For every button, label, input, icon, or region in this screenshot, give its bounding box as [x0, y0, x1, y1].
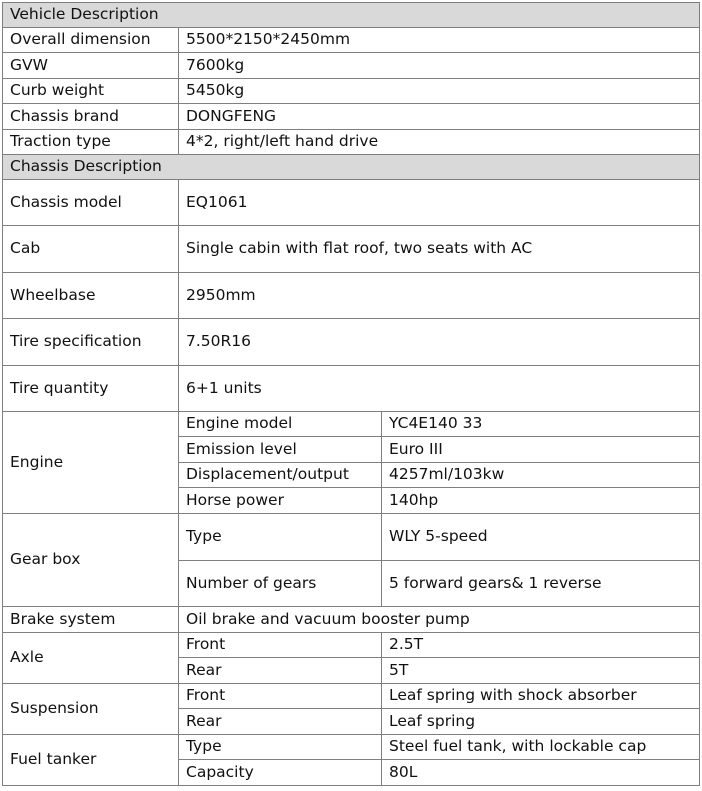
row-label: Tire specification	[3, 319, 179, 366]
sub-value: 2.5T	[382, 633, 700, 658]
section-header-row	[3, 155, 700, 180]
table-row	[3, 273, 700, 319]
sub-value: 140hp	[382, 488, 700, 514]
sub-value: Euro III	[382, 437, 700, 463]
table-row	[3, 104, 700, 130]
sub-label: Horse power	[179, 488, 382, 514]
table-row	[3, 53, 700, 79]
row-value: 6+1 units	[179, 366, 700, 412]
row-value: 2950mm	[179, 273, 700, 319]
row-value: EQ1061	[179, 180, 700, 226]
table-row	[3, 319, 700, 366]
row-label: GVW	[3, 53, 179, 79]
sub-value: Leaf spring	[382, 709, 700, 735]
row-value: 7600kg	[179, 53, 700, 79]
row-value: DONGFENG	[179, 104, 700, 130]
table-row	[3, 366, 700, 412]
row-label: Traction type	[3, 130, 179, 155]
sub-value: 80L	[382, 760, 700, 786]
spec-table	[2, 2, 700, 786]
chassis-description-header: Chassis Description	[3, 155, 700, 180]
sub-value: 5T	[382, 658, 700, 684]
vehicle-description-header: Vehicle Description	[3, 3, 700, 28]
table-row	[3, 180, 700, 226]
table-row	[3, 735, 700, 760]
row-value: 7.50R16	[179, 319, 700, 366]
engine-group-label: Engine	[3, 412, 179, 514]
row-label: Brake system	[3, 607, 179, 633]
row-label: Overall dimension	[3, 28, 179, 53]
sub-label: Capacity	[179, 760, 382, 786]
row-label: Chassis brand	[3, 104, 179, 130]
sub-value: Steel fuel tank, with lockable cap	[382, 735, 700, 760]
gearbox-group-label: Gear box	[3, 514, 179, 607]
section-header-row	[3, 3, 700, 28]
row-label: Curb weight	[3, 79, 179, 104]
table-row	[3, 633, 700, 658]
table-row	[3, 79, 700, 104]
sub-value: Leaf spring with shock absorber	[382, 684, 700, 709]
fuel-tanker-group-label: Fuel tanker	[3, 735, 179, 786]
sub-label: Type	[179, 514, 382, 561]
suspension-group-label: Suspension	[3, 684, 179, 735]
sub-label: Rear	[179, 658, 382, 684]
row-value: Oil brake and vacuum booster pump	[179, 607, 700, 633]
row-value: 5450kg	[179, 79, 700, 104]
table-row	[3, 28, 700, 53]
sub-label: Emission level	[179, 437, 382, 463]
axle-group-label: Axle	[3, 633, 179, 684]
table-row	[3, 684, 700, 709]
table-row	[3, 412, 700, 437]
sub-label: Front	[179, 684, 382, 709]
table-row	[3, 226, 700, 273]
table-row	[3, 514, 700, 561]
table-row	[3, 130, 700, 155]
sub-value: YC4E140 33	[382, 412, 700, 437]
sub-label: Type	[179, 735, 382, 760]
sub-label: Displacement/output	[179, 463, 382, 488]
sub-value: 4257ml/103kw	[382, 463, 700, 488]
sub-value: WLY 5-speed	[382, 514, 700, 561]
row-value: Single cabin with flat roof, two seats with AC	[179, 226, 700, 273]
sub-label: Engine model	[179, 412, 382, 437]
sub-label: Number of gears	[179, 561, 382, 607]
row-label: Wheelbase	[3, 273, 179, 319]
row-label: Tire quantity	[3, 366, 179, 412]
row-value: 4*2, right/left hand drive	[179, 130, 700, 155]
sub-label: Rear	[179, 709, 382, 735]
sub-label: Front	[179, 633, 382, 658]
sub-value: 5 forward gears& 1 reverse	[382, 561, 700, 607]
row-value: 5500*2150*2450mm	[179, 28, 700, 53]
row-label: Cab	[3, 226, 179, 273]
row-label: Chassis model	[3, 180, 179, 226]
table-row	[3, 607, 700, 633]
